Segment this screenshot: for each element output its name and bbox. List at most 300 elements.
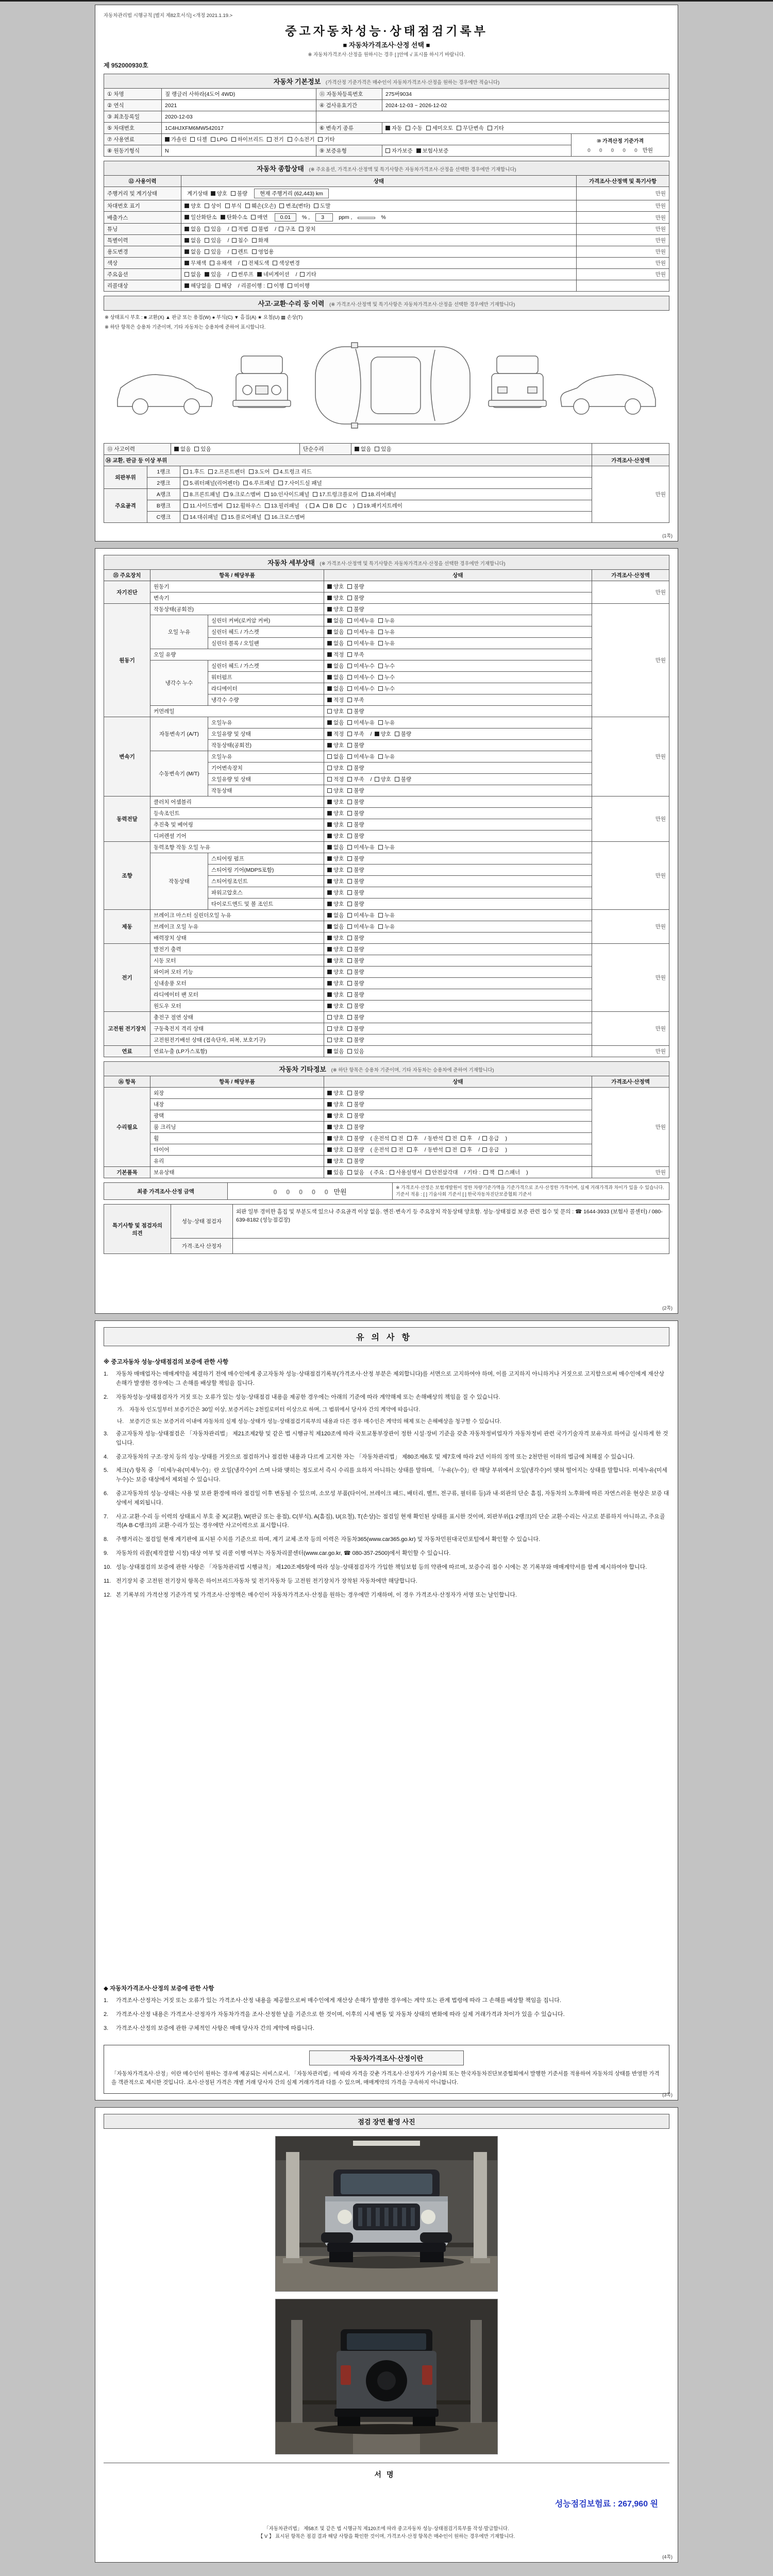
checkbox[interactable] bbox=[183, 492, 188, 497]
checkbox[interactable] bbox=[205, 238, 209, 243]
checkbox-option[interactable] bbox=[347, 900, 364, 908]
checkbox-option[interactable] bbox=[327, 673, 344, 681]
checkbox[interactable] bbox=[279, 227, 283, 231]
checkbox[interactable] bbox=[327, 607, 332, 612]
checkbox-option[interactable] bbox=[231, 135, 264, 143]
checkbox-option[interactable] bbox=[232, 236, 248, 244]
checkbox-option[interactable] bbox=[347, 821, 364, 828]
checkbox[interactable] bbox=[184, 283, 189, 288]
checkbox-option[interactable] bbox=[211, 137, 228, 143]
checkbox[interactable] bbox=[327, 947, 332, 952]
checkbox-option[interactable] bbox=[215, 282, 232, 290]
checkbox-option[interactable] bbox=[327, 968, 344, 976]
checkbox[interactable] bbox=[337, 503, 341, 508]
checkbox[interactable] bbox=[347, 970, 352, 974]
checkbox[interactable] bbox=[183, 515, 188, 519]
checkbox[interactable] bbox=[327, 766, 332, 770]
checkbox-option[interactable] bbox=[347, 1168, 364, 1176]
checkbox[interactable] bbox=[378, 845, 383, 850]
checkbox-option[interactable] bbox=[347, 798, 364, 806]
checkbox[interactable] bbox=[184, 204, 189, 208]
checkbox-option[interactable] bbox=[347, 855, 364, 862]
checkbox[interactable] bbox=[232, 272, 237, 277]
checkbox[interactable] bbox=[347, 902, 352, 906]
checkbox-option[interactable] bbox=[347, 877, 364, 885]
checkbox-option[interactable] bbox=[446, 1146, 457, 1154]
checkbox[interactable] bbox=[251, 215, 256, 219]
checkbox-option[interactable] bbox=[327, 1100, 344, 1108]
checkbox[interactable] bbox=[347, 879, 352, 884]
checkbox-option[interactable] bbox=[347, 957, 364, 964]
checkbox-option[interactable] bbox=[407, 1134, 418, 1142]
checkbox-option[interactable] bbox=[327, 730, 344, 738]
checkbox-option[interactable] bbox=[327, 855, 344, 862]
checkbox[interactable] bbox=[482, 1136, 487, 1141]
checkbox-option[interactable] bbox=[327, 707, 344, 715]
checkbox-option[interactable] bbox=[327, 628, 344, 636]
checkbox-option[interactable] bbox=[327, 821, 344, 828]
checkbox-option[interactable] bbox=[210, 259, 231, 267]
checkbox-option[interactable] bbox=[488, 124, 504, 132]
checkbox-option[interactable] bbox=[347, 1013, 364, 1021]
checkbox[interactable] bbox=[461, 1136, 465, 1141]
checkbox-option[interactable] bbox=[327, 787, 344, 794]
checkbox[interactable] bbox=[327, 958, 332, 963]
checkbox[interactable] bbox=[347, 1136, 352, 1141]
checkbox[interactable] bbox=[347, 652, 352, 657]
checkbox[interactable] bbox=[327, 675, 332, 680]
checkbox[interactable] bbox=[194, 447, 199, 451]
checkbox-option[interactable] bbox=[347, 685, 375, 692]
checkbox[interactable] bbox=[264, 492, 269, 497]
checkbox[interactable] bbox=[385, 148, 390, 153]
checkbox-option[interactable] bbox=[313, 490, 358, 498]
checkbox-option[interactable] bbox=[327, 900, 344, 908]
checkbox-option[interactable] bbox=[347, 651, 364, 658]
checkbox-option[interactable] bbox=[274, 468, 312, 476]
checkbox-option[interactable] bbox=[327, 605, 344, 613]
checkbox-option[interactable] bbox=[184, 236, 201, 244]
checkbox[interactable] bbox=[407, 1136, 412, 1141]
checkbox-option[interactable] bbox=[407, 1146, 418, 1154]
checkbox[interactable] bbox=[347, 1159, 352, 1163]
checkbox-option[interactable] bbox=[224, 490, 260, 498]
checkbox[interactable] bbox=[347, 856, 352, 861]
checkbox-option[interactable] bbox=[347, 979, 364, 987]
checkbox-option[interactable] bbox=[347, 719, 375, 726]
checkbox[interactable] bbox=[184, 215, 189, 219]
checkbox[interactable] bbox=[347, 596, 352, 600]
checkbox-option[interactable] bbox=[362, 490, 396, 498]
checkbox-option[interactable] bbox=[327, 662, 344, 670]
checkbox-option[interactable] bbox=[347, 1123, 364, 1131]
checkbox-option[interactable] bbox=[498, 1168, 520, 1176]
checkbox-option[interactable] bbox=[347, 617, 375, 624]
checkbox-option[interactable] bbox=[347, 741, 364, 749]
checkbox-option[interactable] bbox=[327, 1002, 344, 1010]
checkbox-option[interactable] bbox=[347, 594, 364, 602]
checkbox-option[interactable] bbox=[347, 1089, 364, 1097]
checkbox[interactable] bbox=[184, 227, 189, 231]
checkbox[interactable] bbox=[327, 788, 332, 793]
checkbox-option[interactable] bbox=[267, 135, 283, 143]
checkbox[interactable] bbox=[327, 1147, 332, 1152]
checkbox-option[interactable] bbox=[327, 651, 344, 658]
checkbox-option[interactable] bbox=[232, 225, 248, 233]
checkbox-option[interactable] bbox=[327, 1013, 344, 1021]
checkbox[interactable] bbox=[406, 126, 410, 130]
checkbox[interactable] bbox=[327, 732, 332, 736]
checkbox-option[interactable] bbox=[205, 236, 221, 244]
checkbox-option[interactable] bbox=[183, 490, 220, 498]
checkbox-option[interactable] bbox=[347, 934, 364, 942]
checkbox-option[interactable] bbox=[416, 147, 449, 155]
checkbox-option[interactable] bbox=[395, 730, 411, 738]
checkbox-option[interactable] bbox=[299, 225, 315, 233]
checkbox[interactable] bbox=[378, 754, 383, 759]
checkbox-option[interactable] bbox=[347, 662, 375, 670]
checkbox[interactable] bbox=[257, 272, 262, 277]
checkbox-option[interactable] bbox=[327, 1089, 344, 1097]
checkbox-option[interactable] bbox=[375, 775, 391, 783]
checkbox[interactable] bbox=[222, 515, 226, 519]
checkbox[interactable] bbox=[347, 822, 352, 827]
checkbox-option[interactable] bbox=[165, 135, 187, 143]
checkbox[interactable] bbox=[327, 913, 332, 918]
checkbox-option[interactable] bbox=[327, 877, 344, 885]
checkbox-option[interactable] bbox=[300, 270, 316, 278]
checkbox-option[interactable] bbox=[327, 979, 344, 987]
checkbox-option[interactable] bbox=[347, 707, 364, 715]
checkbox-option[interactable] bbox=[426, 1168, 458, 1176]
checkbox-option[interactable] bbox=[327, 696, 344, 704]
checkbox[interactable] bbox=[347, 709, 352, 714]
checkbox[interactable] bbox=[378, 913, 383, 918]
checkbox-option[interactable] bbox=[378, 911, 395, 919]
checkbox-option[interactable] bbox=[406, 124, 422, 132]
checkbox-option[interactable] bbox=[265, 513, 305, 521]
checkbox-option[interactable] bbox=[265, 502, 299, 510]
checkbox-option[interactable] bbox=[205, 225, 221, 233]
checkbox-option[interactable] bbox=[190, 135, 207, 143]
checkbox-option[interactable] bbox=[327, 1168, 344, 1176]
checkbox[interactable] bbox=[395, 777, 399, 782]
checkbox[interactable] bbox=[347, 698, 352, 702]
checkbox[interactable] bbox=[347, 890, 352, 895]
checkbox[interactable] bbox=[347, 1038, 352, 1042]
checkbox[interactable] bbox=[358, 503, 362, 508]
checkbox[interactable] bbox=[327, 1049, 332, 1054]
checkbox-option[interactable] bbox=[327, 719, 344, 726]
checkbox[interactable] bbox=[183, 481, 188, 485]
checkbox[interactable] bbox=[347, 607, 352, 612]
checkbox[interactable] bbox=[347, 788, 352, 793]
checkbox-option[interactable] bbox=[347, 1112, 364, 1120]
checkbox-option[interactable] bbox=[347, 843, 375, 851]
checkbox[interactable] bbox=[347, 981, 352, 986]
checkbox-option[interactable] bbox=[327, 1047, 344, 1055]
checkbox-option[interactable] bbox=[225, 202, 242, 210]
checkbox[interactable] bbox=[327, 890, 332, 895]
checkbox[interactable] bbox=[327, 811, 332, 816]
checkbox-option[interactable] bbox=[279, 225, 295, 233]
checkbox-option[interactable] bbox=[327, 583, 344, 590]
checkbox[interactable] bbox=[378, 924, 383, 929]
checkbox[interactable] bbox=[279, 204, 284, 208]
checkbox[interactable] bbox=[327, 992, 332, 997]
checkbox-option[interactable] bbox=[184, 282, 212, 290]
checkbox[interactable] bbox=[347, 845, 352, 850]
checkbox-option[interactable] bbox=[288, 135, 315, 143]
checkbox[interactable] bbox=[488, 126, 492, 130]
checkbox[interactable] bbox=[347, 732, 352, 736]
checkbox[interactable] bbox=[215, 283, 220, 288]
checkbox[interactable] bbox=[378, 618, 383, 623]
checkbox[interactable] bbox=[249, 469, 254, 474]
checkbox-option[interactable] bbox=[327, 753, 344, 760]
checkbox[interactable] bbox=[224, 492, 228, 497]
checkbox[interactable] bbox=[457, 126, 461, 130]
checkbox[interactable] bbox=[184, 272, 189, 277]
checkbox-option[interactable] bbox=[378, 617, 395, 624]
checkbox[interactable] bbox=[288, 283, 292, 288]
checkbox-option[interactable] bbox=[347, 1047, 364, 1055]
checkbox[interactable] bbox=[327, 924, 332, 929]
checkbox[interactable] bbox=[327, 879, 332, 884]
checkbox-option[interactable] bbox=[184, 259, 206, 267]
checkbox[interactable] bbox=[323, 503, 328, 508]
checkbox-option[interactable] bbox=[257, 270, 290, 278]
checkbox[interactable] bbox=[221, 215, 225, 219]
checkbox-option[interactable] bbox=[245, 202, 276, 210]
checkbox-option[interactable] bbox=[378, 685, 395, 692]
checkbox[interactable] bbox=[347, 1004, 352, 1008]
checkbox[interactable] bbox=[327, 596, 332, 600]
checkbox-option[interactable] bbox=[252, 225, 268, 233]
checkbox-option[interactable] bbox=[184, 270, 201, 278]
checkbox[interactable] bbox=[446, 1136, 450, 1141]
checkbox-option[interactable] bbox=[184, 248, 201, 256]
checkbox[interactable] bbox=[347, 800, 352, 804]
checkbox-option[interactable] bbox=[347, 1036, 364, 1044]
checkbox[interactable] bbox=[347, 958, 352, 963]
checkbox-option[interactable] bbox=[323, 503, 333, 509]
checkbox[interactable] bbox=[347, 743, 352, 748]
checkbox-option[interactable] bbox=[385, 147, 413, 155]
checkbox-option[interactable] bbox=[327, 957, 344, 964]
checkbox[interactable] bbox=[327, 754, 332, 759]
checkbox[interactable] bbox=[347, 584, 352, 589]
checkbox[interactable] bbox=[392, 1136, 396, 1141]
checkbox[interactable] bbox=[347, 686, 352, 691]
checkbox[interactable] bbox=[183, 503, 188, 508]
checkbox-option[interactable] bbox=[205, 202, 221, 210]
checkbox-option[interactable] bbox=[208, 468, 245, 476]
checkbox-option[interactable] bbox=[278, 479, 322, 487]
checkbox[interactable] bbox=[310, 503, 314, 508]
checkbox[interactable] bbox=[378, 641, 383, 646]
checkbox-option[interactable] bbox=[347, 1146, 364, 1154]
checkbox[interactable] bbox=[482, 1147, 487, 1152]
checkbox[interactable] bbox=[314, 204, 318, 208]
checkbox-option[interactable] bbox=[446, 1134, 457, 1142]
checkbox-option[interactable] bbox=[337, 503, 347, 509]
checkbox-option[interactable] bbox=[327, 685, 344, 692]
checkbox-option[interactable] bbox=[347, 911, 375, 919]
checkbox-option[interactable] bbox=[252, 248, 274, 256]
checkbox[interactable] bbox=[288, 137, 292, 142]
checkbox[interactable] bbox=[232, 238, 237, 243]
checkbox-option[interactable] bbox=[347, 775, 364, 783]
checkbox[interactable] bbox=[184, 261, 189, 265]
checkbox[interactable] bbox=[243, 481, 248, 485]
checkbox[interactable] bbox=[327, 1015, 332, 1020]
checkbox[interactable] bbox=[327, 618, 332, 623]
checkbox-option[interactable] bbox=[243, 479, 275, 487]
checkbox[interactable] bbox=[347, 1125, 352, 1129]
checkbox[interactable] bbox=[426, 126, 431, 130]
checkbox-option[interactable] bbox=[205, 270, 221, 278]
checkbox[interactable] bbox=[211, 137, 215, 142]
checkbox[interactable] bbox=[378, 664, 383, 668]
checkbox[interactable] bbox=[347, 947, 352, 952]
checkbox-option[interactable] bbox=[378, 673, 395, 681]
checkbox-option[interactable] bbox=[327, 775, 344, 783]
checkbox[interactable] bbox=[327, 845, 332, 850]
checkbox-option[interactable] bbox=[327, 809, 344, 817]
checkbox-option[interactable] bbox=[327, 945, 344, 953]
checkbox[interactable] bbox=[347, 913, 352, 918]
checkbox[interactable] bbox=[347, 720, 352, 725]
checkbox[interactable] bbox=[205, 249, 209, 254]
checkbox-option[interactable] bbox=[347, 673, 375, 681]
checkbox[interactable] bbox=[378, 630, 383, 634]
checkbox-option[interactable] bbox=[347, 945, 364, 953]
checkbox[interactable] bbox=[327, 936, 332, 940]
checkbox-option[interactable] bbox=[347, 832, 364, 840]
checkbox-option[interactable] bbox=[347, 968, 364, 976]
checkbox-option[interactable] bbox=[461, 1134, 472, 1142]
checkbox[interactable] bbox=[165, 137, 170, 142]
checkbox[interactable] bbox=[327, 743, 332, 748]
checkbox-option[interactable] bbox=[327, 617, 344, 624]
checkbox-option[interactable] bbox=[358, 502, 402, 510]
checkbox[interactable] bbox=[327, 902, 332, 906]
checkbox[interactable] bbox=[392, 1147, 396, 1152]
checkbox[interactable] bbox=[327, 1038, 332, 1042]
checkbox[interactable] bbox=[327, 868, 332, 872]
checkbox-option[interactable] bbox=[318, 135, 334, 143]
checkbox[interactable] bbox=[347, 754, 352, 759]
checkbox[interactable] bbox=[327, 1125, 332, 1129]
checkbox[interactable] bbox=[300, 272, 305, 277]
checkbox-option[interactable] bbox=[347, 866, 364, 874]
checkbox[interactable] bbox=[242, 261, 247, 265]
checkbox[interactable] bbox=[347, 1147, 352, 1152]
checkbox-option[interactable] bbox=[327, 923, 344, 930]
checkbox-option[interactable] bbox=[211, 190, 227, 197]
checkbox[interactable] bbox=[327, 822, 332, 827]
checkbox-option[interactable] bbox=[482, 1134, 499, 1142]
checkbox-option[interactable] bbox=[347, 753, 375, 760]
checkbox[interactable] bbox=[327, 970, 332, 974]
checkbox-option[interactable] bbox=[327, 1112, 344, 1120]
checkbox-option[interactable] bbox=[347, 787, 364, 794]
checkbox[interactable] bbox=[362, 492, 366, 497]
checkbox-option[interactable] bbox=[222, 513, 261, 521]
checkbox-option[interactable] bbox=[242, 259, 270, 267]
checkbox-option[interactable] bbox=[327, 764, 344, 772]
checkbox[interactable] bbox=[347, 1049, 352, 1054]
checkbox-option[interactable] bbox=[231, 190, 247, 197]
checkbox-option[interactable] bbox=[184, 213, 217, 221]
checkbox-option[interactable] bbox=[184, 225, 201, 233]
checkbox[interactable] bbox=[446, 1147, 450, 1152]
checkbox[interactable] bbox=[183, 469, 188, 474]
checkbox-option[interactable] bbox=[327, 889, 344, 896]
checkbox-option[interactable] bbox=[378, 628, 395, 636]
checkbox[interactable] bbox=[347, 834, 352, 838]
checkbox[interactable] bbox=[327, 698, 332, 702]
checkbox[interactable] bbox=[327, 709, 332, 714]
checkbox-option[interactable] bbox=[375, 730, 391, 738]
checkbox-option[interactable] bbox=[347, 1134, 364, 1142]
checkbox-option[interactable] bbox=[183, 468, 205, 476]
checkbox[interactable] bbox=[390, 1170, 394, 1175]
checkbox[interactable] bbox=[327, 652, 332, 657]
checkbox-option[interactable] bbox=[194, 445, 211, 453]
checkbox[interactable] bbox=[273, 261, 277, 265]
checkbox[interactable] bbox=[347, 641, 352, 646]
checkbox-option[interactable] bbox=[273, 259, 300, 267]
checkbox[interactable] bbox=[274, 469, 278, 474]
checkbox[interactable] bbox=[347, 1091, 352, 1095]
checkbox-option[interactable] bbox=[392, 1146, 403, 1154]
checkbox-option[interactable] bbox=[483, 1168, 495, 1176]
checkbox-option[interactable] bbox=[264, 490, 309, 498]
checkbox-option[interactable] bbox=[378, 923, 395, 930]
checkbox-option[interactable] bbox=[327, 911, 344, 919]
checkbox-option[interactable] bbox=[347, 583, 364, 590]
checkbox-option[interactable] bbox=[327, 1157, 344, 1165]
checkbox[interactable] bbox=[327, 1113, 332, 1118]
checkbox[interactable] bbox=[205, 272, 209, 277]
checkbox[interactable] bbox=[347, 992, 352, 997]
checkbox-option[interactable] bbox=[392, 1134, 403, 1142]
checkbox[interactable] bbox=[327, 720, 332, 725]
checkbox[interactable] bbox=[416, 148, 421, 153]
checkbox-option[interactable] bbox=[347, 639, 375, 647]
checkbox[interactable] bbox=[205, 204, 209, 208]
checkbox-option[interactable] bbox=[310, 503, 320, 509]
checkbox[interactable] bbox=[327, 1102, 332, 1107]
checkbox-option[interactable] bbox=[355, 445, 371, 453]
checkbox[interactable] bbox=[347, 1102, 352, 1107]
checkbox-option[interactable] bbox=[378, 843, 395, 851]
checkbox-option[interactable] bbox=[347, 764, 364, 772]
checkbox-option[interactable] bbox=[426, 124, 453, 132]
checkbox[interactable] bbox=[205, 227, 209, 231]
checkbox[interactable] bbox=[327, 630, 332, 634]
checkbox[interactable] bbox=[483, 1170, 488, 1175]
checkbox[interactable] bbox=[378, 675, 383, 680]
checkbox[interactable] bbox=[327, 641, 332, 646]
checkbox-option[interactable] bbox=[347, 889, 364, 896]
checkbox-option[interactable] bbox=[314, 202, 330, 210]
checkbox[interactable] bbox=[174, 447, 179, 451]
checkbox-option[interactable] bbox=[390, 1168, 422, 1176]
checkbox-option[interactable] bbox=[251, 213, 267, 221]
